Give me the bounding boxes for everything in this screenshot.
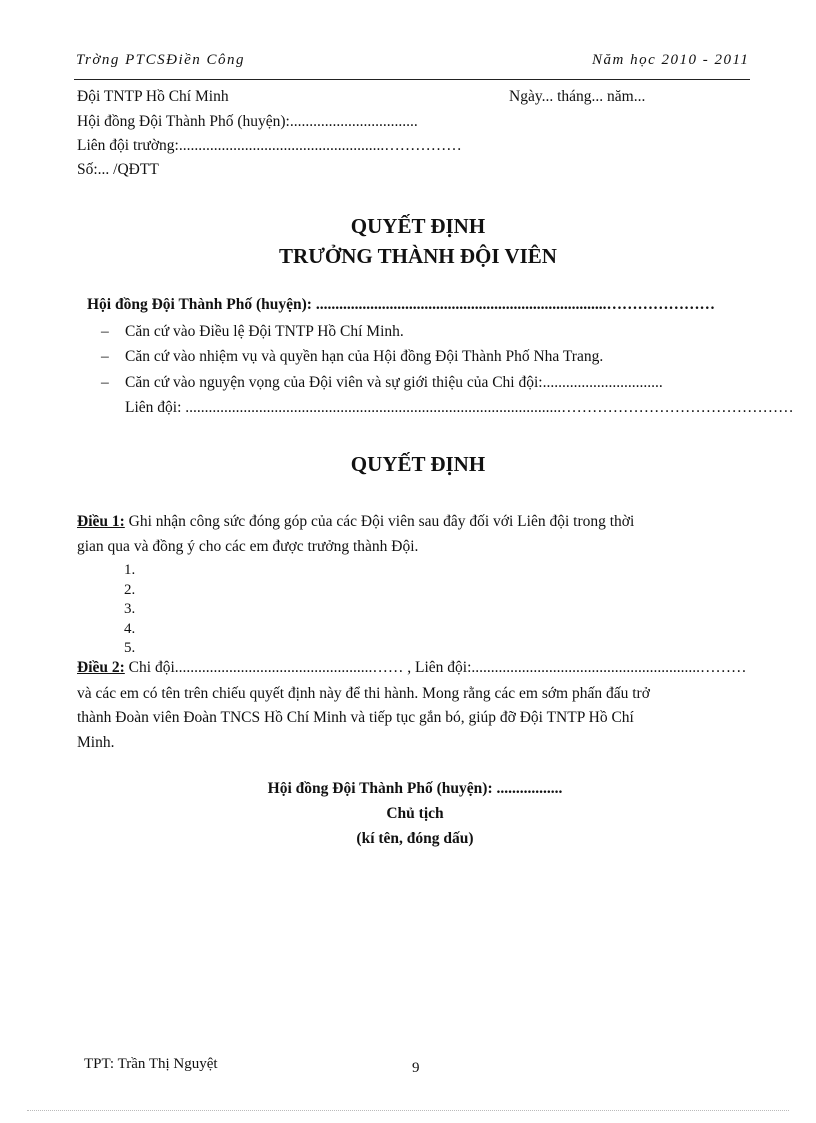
list-item: 4. [124,621,136,637]
footer-divider [27,1110,789,1111]
signature-role: Chủ tịch [386,805,444,822]
header-rule [74,79,750,80]
article-1-label: Điều 1: [77,513,125,530]
article-1-line-1: Điều 1: Ghi nhận công sức đóng góp của các Đội viên sau đây đối với Liên đội trong thời [77,513,635,530]
date-line: Ngày... tháng... năm... [509,88,646,105]
bullet-continuation: Liên đội: .................................................................................................……………………………………… [125,399,794,416]
article-2-label: Điều 2: [77,659,125,676]
page-number: 9 [412,1060,420,1076]
article-1-line-2: gian qua và đồng ý cho các em được trưởng thành Đội. [77,538,419,555]
header-school: Trờng PTCSĐiền Công [76,52,246,68]
council-line: Hội đồng Đội Thành Phố (huyện):................................. [77,113,418,130]
list-item: 5. [124,640,136,656]
decision-title: QUYẾT ĐỊNH [350,452,486,476]
signature-council: Hội đồng Đội Thành Phố (huyện): ................. [267,780,563,797]
signature-note: (kí tên, đóng dấu) [356,830,474,847]
list-item: 3. [124,601,136,617]
list-item: 1. [124,562,136,578]
doc-number: Số:... /QĐTT [77,161,159,178]
page-title: QUYẾT ĐỊNH [350,214,486,238]
article-2-line-1: Điều 2: Chi đội...................................................…… , Liên đội:...........................................................……… [77,659,747,676]
list-item: 2. [124,582,136,598]
preamble-heading: Hội đồng Đội Thành Phố (huyện): ...........................................................................………………… [87,296,715,313]
dash-bullet-icon: – [101,348,109,365]
org-name: Đội TNTP Hồ Chí Minh [77,88,229,105]
article-2-line-2: và các em có tên trên chiếu quyết định này để thi hành. Mong rằng các em sớm phấn đấu trở [77,685,650,702]
dash-bullet-icon: – [101,323,109,340]
footer-author: TPT: Trần Thị Nguyệt [84,1056,218,1072]
article-2-line-3: thành Đoàn viên Đoàn TNCS Hồ Chí Minh và tiếp tục gắn bó, giúp đỡ Đội TNTP Hồ Chí [77,709,634,726]
header-year: Năm học 2010 - 2011 [592,52,750,68]
page-subtitle: TRƯỞNG THÀNH ĐỘI VIÊN [279,244,557,268]
dash-bullet-icon: – [101,374,109,391]
article-2-line-4: Minh. [77,734,115,751]
leader-line: Liên đội trường:.....................................................…………… [77,137,462,154]
